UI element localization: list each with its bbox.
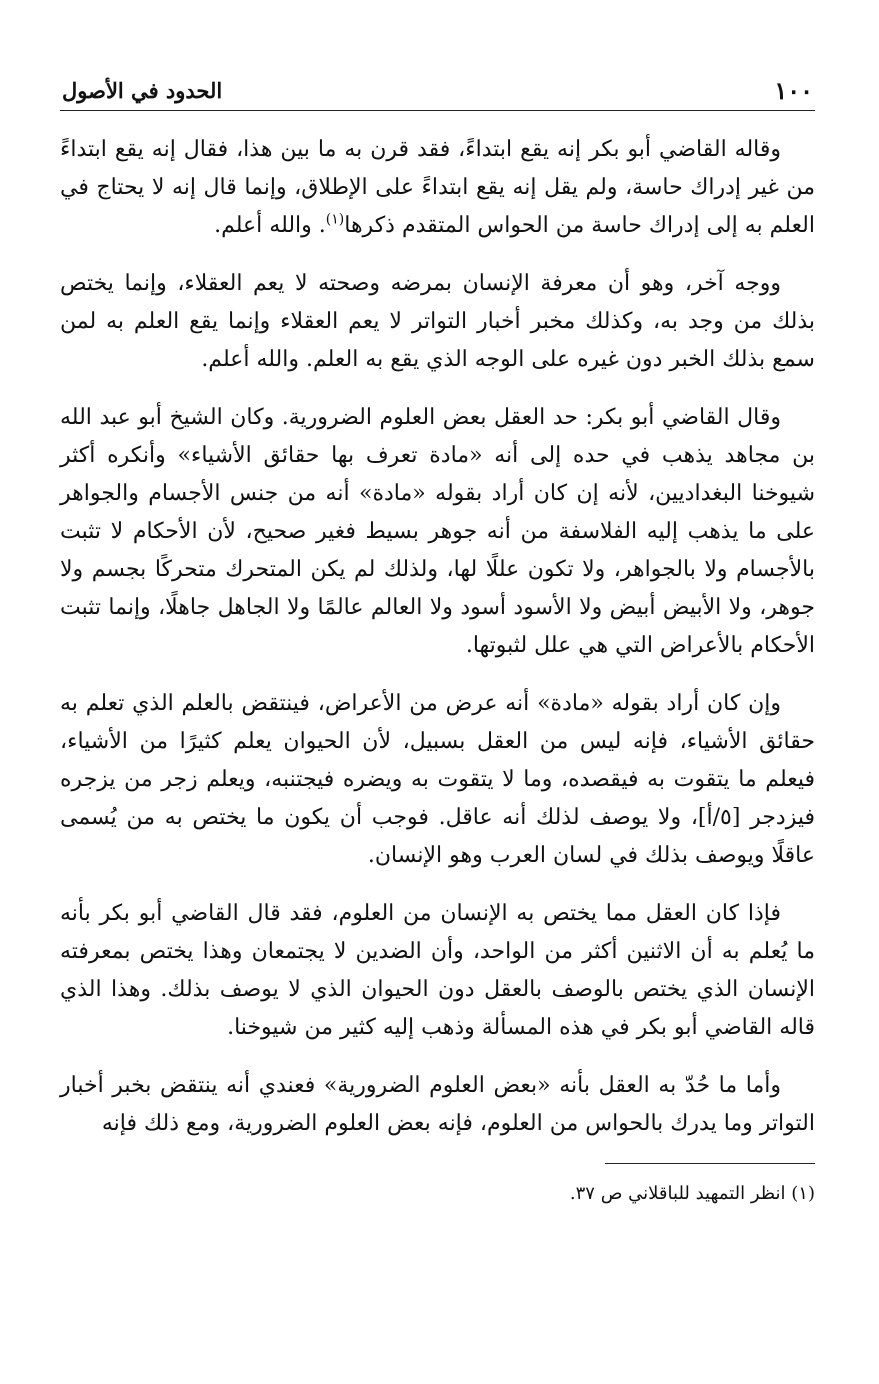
book-page [60, 70, 815, 1330]
running-header [60, 70, 815, 111]
footnote-reference: (١) [325, 211, 345, 228]
running-title: الحدود في الأصول [62, 78, 223, 103]
main-text [60, 131, 815, 1143]
footnote-divider [605, 1163, 815, 1164]
paragraph-4: وإن كان أراد بقوله «مادة» أنه عرض من الأعراض، فينتقض بالعلم الذي تعلم به حقائق الأشياء، فإنه ليس من العقل بسبيل، لأن الحيوان يعلم كثيرًا من الأشياء، فيعلم ما يتقوت به فيقصده، وما لا يتقوت به ويضره فيجتنبه، ويعلم زجر من يزجره فيزدجر [٥/أ]، ولا يوصف لذلك أنه عاقل. فوجب أن يكون ما يختص به من يُسمى عاقلًا ويوصف بذلك في لسان العرب وهو الإنسان. [60, 691, 816, 868]
paragraph-6: وأما ما حُدّ به العقل بأنه «بعض العلوم الضرورية» فعندي أنه ينتقض بخبر أخبار التواتر وما يدرك بالحواس من العلوم، فإنه بعض العلوم الضرورية، ومع ذلك فإنه [60, 1073, 815, 1136]
paragraph-3: وقال القاضي أبو بكر: حد العقل بعض العلوم الضرورية. وكان الشيخ أبو عبد الله بن مجاهد يذهب في حده إلى أنه «مادة تعرف بها حقائق الأشياء» وأنكره أكثر شيوخنا البغداديين، لأنه إن كان أراد بقوله «مادة» أنه من جنس الأجسام والجواهر على ما يذهب إليه الفلاسفة من أنه جوهر بسيط فغير صحيح، لأن الأحكام لا تثبت بالأجسام ولا بالجواهر، ولا تكون عللًا لها، ولذلك لم يكن المتحرك متحركًا بجسم ولا جوهر، ولا الأبيض أبيض ولا الأسود أسود ولا العالم عالمًا ولا الجاهل جاهلًا، وإنما تثبت الأحكام بالأعراض التي هي علل لثبوتها. [60, 405, 815, 658]
paragraph-1-tail: . والله أعلم. [214, 213, 326, 238]
page-number: ١٠٠ [774, 76, 813, 105]
paragraph-2: ووجه آخر، وهو أن معرفة الإنسان بمرضه وصحته لا يعم العقلاء، وإنما يختص بذلك من وجد به، وكذلك مخبر أخبار التواتر لا يعم العقلاء وإنما يقع العلم به لمن سمع بذلك الخبر دون غيره على الوجه الذي يقع به العلم. والله أعلم. [60, 271, 815, 372]
footnote: (١) انظر التمهيد للباقلاني ص ٣٧. [569, 1183, 815, 1204]
paragraph-1-text: وقاله القاضي أبو بكر إنه يقع ابتداءً، فقد قرن به ما بين هذا، فقال إنه يقع ابتداءً من غير إدراك حاسة، ولم يقل إنه يقع ابتداءً على الإطلاق، وإنما قال إنه لا يحتاج في العلم به إلى إدراك حاسة من الحواس المتقدم ذكرها [60, 137, 815, 238]
paragraph-1 [60, 131, 815, 245]
paragraph-5: فإذا كان العقل مما يختص به الإنسان من العلوم، فقد قال القاضي أبو بكر بأنه ما يُعلم به أن الاثنين أكثر من الواحد، وأن الضدين لا يجتمعان وهذا يختص بمعرفته الإنسان الذي يختص بالوصف بالعقل دون الحيوان الذي لا يوصف بذلك. وهذا الذي قاله القاضي أبو بكر في هذه المسألة وذهب إليه كثير من شيوخنا. [60, 901, 815, 1040]
